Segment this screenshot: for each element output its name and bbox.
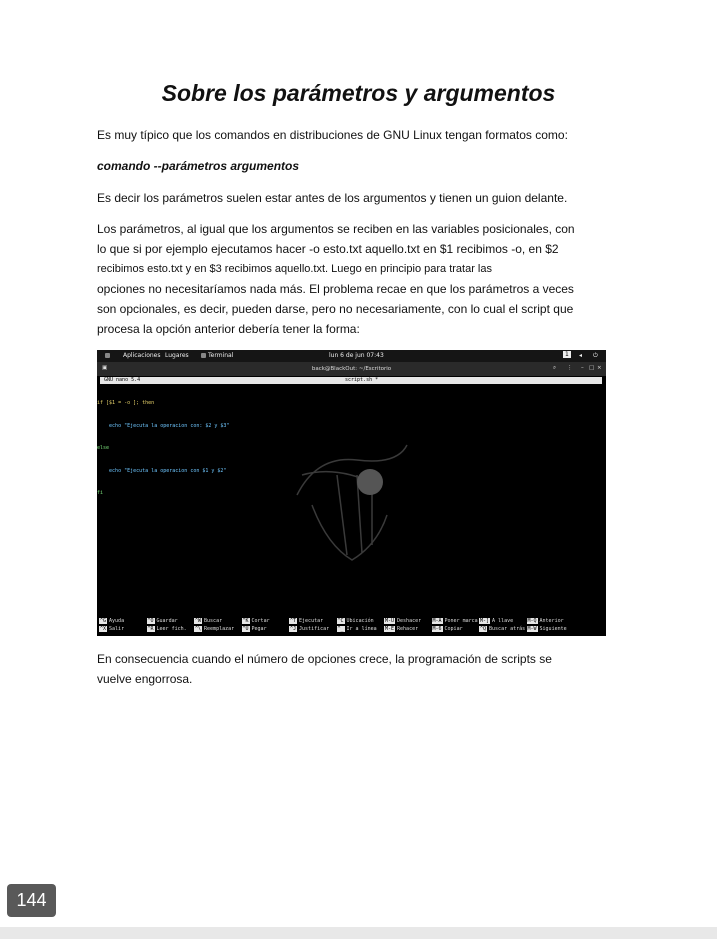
- shortcut-label: Leer fich.: [156, 626, 187, 632]
- code-line: echo "Ejecuta la operacion con: $2 y $3": [97, 422, 230, 429]
- new-tab-icon[interactable]: ▣: [102, 365, 108, 371]
- nano-shortcut[interactable]: [384, 618, 421, 625]
- shortcut-label: Justificar: [299, 626, 330, 632]
- menu-terminal[interactable]: Terminal: [208, 352, 234, 359]
- shortcut-label: Cortar: [251, 618, 270, 624]
- shortcut-key: ^X: [100, 626, 107, 632]
- shortcut-key: ^T: [290, 618, 297, 624]
- page-title: Sobre los parámetros y argumentos: [161, 80, 556, 106]
- text-line: procesa la opción anterior debería tener la forma:: [97, 322, 360, 336]
- window-title: back@BlackOut: ~/Escritorio: [311, 366, 392, 372]
- power-icon[interactable]: ⏻: [593, 352, 598, 359]
- shortcut-label: Buscar: [204, 618, 223, 624]
- nano-filename: script.sh *: [345, 377, 379, 383]
- nano-shortcut[interactable]: [99, 618, 124, 625]
- nano-shortcut[interactable]: [527, 618, 564, 625]
- shortcut-key: ^J: [290, 626, 297, 632]
- nano-shortcut[interactable]: [432, 626, 463, 633]
- bottom-band: [0, 927, 717, 939]
- shortcut-label: Poner marca: [444, 618, 478, 624]
- nano-shortcut[interactable]: [289, 626, 329, 633]
- nano-shortcut[interactable]: [194, 626, 234, 633]
- terminal-titlebar: [97, 362, 606, 376]
- shortcut-key: ^_: [337, 626, 344, 632]
- shortcut-label: Salir: [109, 626, 125, 632]
- search-icon[interactable]: ⌕: [553, 365, 557, 371]
- apps-grid-icon: [105, 353, 110, 358]
- code-line: if [$1 = -o ]; then: [97, 400, 155, 406]
- shortcut-key: M-Q: [527, 618, 537, 624]
- nano-shortcut[interactable]: [242, 618, 270, 625]
- menu-aplicaciones[interactable]: Aplicaciones: [123, 352, 161, 359]
- code-line: fi: [97, 490, 104, 496]
- shortcut-key: ^G: [100, 618, 107, 624]
- paragraph-parameters: Es decir los parámetros suelen estar antes de los argumentos y tienen un guion delante.: [97, 191, 568, 205]
- shortcut-label: Ejecutar: [299, 618, 324, 624]
- shortcut-label: Deshacer: [397, 618, 422, 624]
- nano-header: [100, 377, 602, 384]
- shortcut-key: ^O: [147, 618, 154, 624]
- shortcut-key: ^U: [242, 626, 249, 632]
- shortcut-key: M-A: [432, 618, 442, 624]
- text-line: son opcionales, es decir, pueden darse, pero no necesariamente, con lo cual el script que: [97, 302, 574, 316]
- kali-background-logo: [277, 435, 417, 565]
- shortcut-label: Ir a línea: [346, 626, 377, 632]
- shortcut-label: Buscar atrás: [489, 626, 526, 632]
- text-line: opciones no necesitaríamos nada más. El problema recae en que los parámetros a veces: [97, 282, 574, 296]
- network-icon: ◂: [579, 352, 583, 359]
- text-line: recibimos esto.txt y en $3 recibimos aquello.txt. Luego en principio para tratar las: [97, 263, 492, 275]
- nano-shortcut-bar: [97, 615, 606, 636]
- code-area[interactable]: [97, 385, 229, 513]
- text-line: lo que si por ejemplo ejecutamos hacer -o esto.txt aquello.txt en $1 recibimos -o, en $2: [97, 242, 559, 256]
- nano-shortcut[interactable]: [147, 618, 178, 625]
- nano-shortcut[interactable]: [99, 626, 124, 633]
- shortcut-label: Rehacer: [397, 626, 419, 632]
- code-line: else: [97, 445, 110, 451]
- shortcut-key: ^Q: [480, 626, 487, 632]
- clock: lun 6 de jun 07:43: [329, 352, 384, 359]
- desktop-topbar: [97, 350, 606, 362]
- nano-shortcut[interactable]: [337, 626, 377, 633]
- nano-shortcut[interactable]: [527, 626, 567, 633]
- shortcut-label: Copiar: [444, 626, 463, 632]
- shortcut-key: ^C: [337, 618, 344, 624]
- code-line: echo "Ejecuta la operacion con $1 y $2": [97, 467, 227, 474]
- nano-shortcut[interactable]: [384, 626, 418, 633]
- logo-circle: [357, 469, 383, 495]
- menu-lugares[interactable]: Lugares: [165, 352, 189, 359]
- shortcut-label: Ubicación: [346, 618, 374, 624]
- shortcut-label: Ayuda: [109, 618, 125, 624]
- nano-shortcut[interactable]: [432, 618, 478, 625]
- minimize-icon[interactable]: –: [581, 365, 584, 371]
- shortcut-label: Siguiente: [539, 626, 567, 632]
- shortcut-key: ^\: [195, 626, 202, 632]
- command-syntax: comando --parámetros argumentos: [97, 159, 300, 173]
- shortcut-label: Pegar: [251, 626, 267, 632]
- text-line: Los parámetros, al igual que los argumentos se reciben en las variables posicionales, con: [97, 222, 575, 236]
- nano-shortcut[interactable]: [289, 618, 323, 625]
- shortcut-key: ^R: [147, 626, 154, 632]
- shortcut-key: ^W: [195, 618, 202, 624]
- shortcut-label: Anterior: [539, 618, 564, 624]
- nano-shortcut[interactable]: [337, 618, 374, 625]
- workspace-indicator[interactable]: 1: [565, 351, 569, 358]
- maximize-icon[interactable]: □: [589, 365, 595, 371]
- shortcut-key: M-6: [432, 626, 442, 632]
- shortcut-key: M-U: [385, 618, 395, 624]
- conclusion-line: vuelve engorrosa.: [97, 672, 193, 686]
- shortcut-key: ^K: [242, 618, 249, 624]
- paragraph-intro: Es muy típico que los comandos en distribuciones de GNU Linux tengan formatos como:: [97, 128, 568, 142]
- shortcut-label: A llave: [492, 618, 514, 624]
- terminal-screenshot: [97, 350, 606, 636]
- shortcut-key: M-W: [527, 626, 537, 632]
- shortcut-key: M-]: [480, 618, 490, 624]
- page-number: 144: [7, 884, 56, 917]
- nano-version: GNU nano 5.4: [104, 377, 141, 383]
- nano-shortcut[interactable]: [242, 626, 267, 633]
- shortcut-label: Guardar: [156, 618, 178, 624]
- shortcut-key: M-E: [385, 626, 395, 632]
- conclusion-line: En consecuencia cuando el número de opciones crece, la programación de scripts se: [97, 652, 552, 666]
- nano-shortcut[interactable]: [194, 618, 222, 625]
- menu-icon[interactable]: ⋮: [567, 365, 573, 371]
- close-icon[interactable]: ×: [597, 365, 602, 371]
- terminal-icon: [201, 353, 206, 358]
- nano-shortcut[interactable]: [479, 626, 525, 633]
- nano-shortcut[interactable]: [479, 618, 513, 625]
- shortcut-label: Reemplazar: [204, 626, 235, 632]
- nano-shortcut[interactable]: [147, 626, 187, 633]
